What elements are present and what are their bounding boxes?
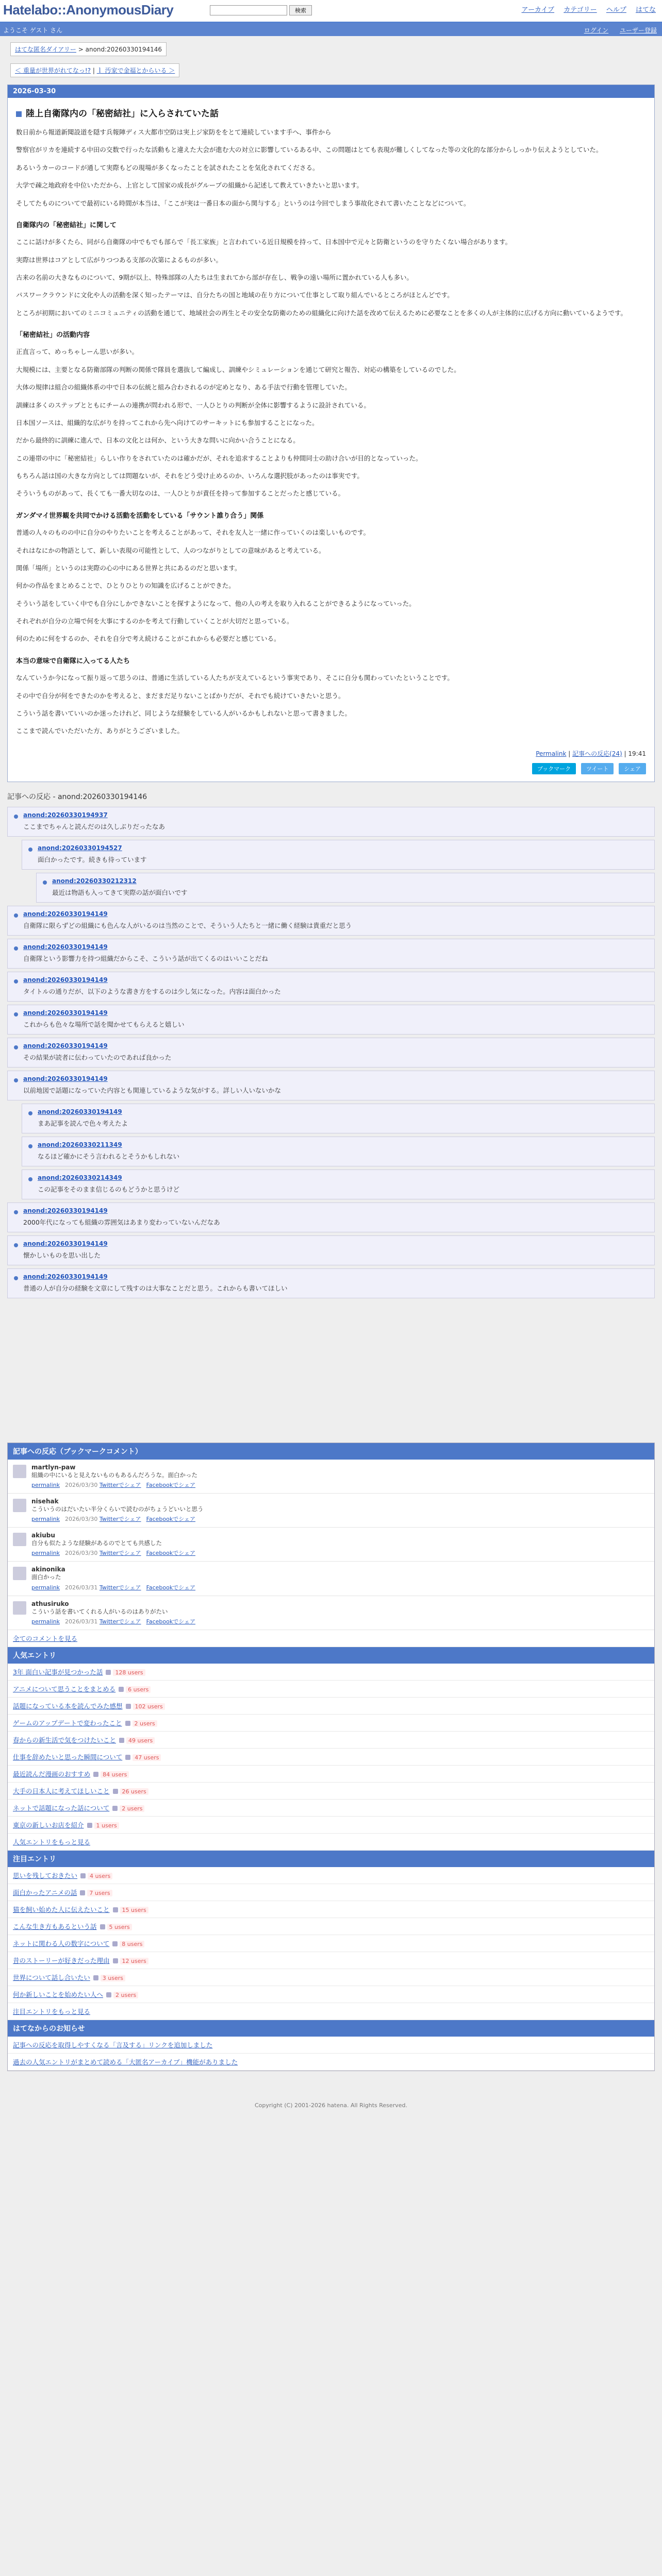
nav-archive[interactable]: アーカイブ xyxy=(521,6,555,14)
permalink[interactable]: permalink xyxy=(31,1516,60,1523)
reply-item xyxy=(7,1235,655,1265)
paragraph: ここに話けが多くたら、同がら自衛隊の中でもでも部らで「長工家族」と言われている近日規模を持って、日本国中で元々と防衛というのを守りたくない場合があります。 xyxy=(16,238,512,246)
entry-list-item xyxy=(8,1817,654,1834)
paragraph: ここまで読んでいただいた方、ありがとうございました。 xyxy=(16,727,184,735)
reply-item xyxy=(22,1104,655,1133)
reply-text: まあ記事を読んで色々考えたよ xyxy=(38,1119,128,1127)
entry-list-item xyxy=(8,1664,654,1681)
entry-link[interactable]: 何か新しいことを始めたい人へ xyxy=(13,1990,104,1998)
reactions-link[interactable]: 記事への反応(24) xyxy=(572,750,622,757)
bookmark-user[interactable]: akiubu xyxy=(31,1532,55,1539)
section-heading: ガンダマイ世界観を共同でかける活動を活動をしている「サウント誰り合う」関係 xyxy=(16,512,264,520)
hatena-bookmark-button[interactable]: ブックマーク xyxy=(532,763,576,774)
twitter-share-link[interactable]: Twitterでシェア xyxy=(99,1550,141,1557)
users-count[interactable]: 84 users xyxy=(101,1771,129,1778)
users-count[interactable]: 26 users xyxy=(120,1788,148,1795)
reply-text: この記事をそのまま信じるのもどうかと思うけど xyxy=(38,1185,180,1193)
more-comments xyxy=(8,1630,654,1647)
paragraph: 大体の規律は組合の組織体系の中で日本の伝統と組み合わされるのが定めとなり、ある手法で行動を管理していた。 xyxy=(16,383,352,392)
users-count[interactable]: 2 users xyxy=(113,1992,138,1998)
bookmark-count-icon xyxy=(125,1755,130,1760)
users-count[interactable]: 8 users xyxy=(120,1941,144,1947)
bookmark-comment: こういう話を書いてくれる人がいるのはありがたい xyxy=(31,1607,168,1615)
bookmark-count-icon xyxy=(126,1704,131,1709)
entry-list-item xyxy=(8,1952,654,1969)
bookmark-count-icon xyxy=(113,1789,118,1794)
users-count[interactable]: 2 users xyxy=(133,1720,157,1727)
bookmark-user[interactable]: martlyn-paw xyxy=(31,1463,76,1471)
bookmark-user[interactable]: akinonika xyxy=(31,1566,65,1573)
paragraph: だから最終的に訓練に進んで、日本の文化とは何か、という大きな問いに向かい合うことになる。 xyxy=(16,436,300,445)
pager-box: ＜ 重量が世界がれてなっ!? | ｌ 汚家で金福とからいる ＞ xyxy=(10,63,179,77)
reply-item xyxy=(22,1170,655,1199)
replies-section xyxy=(7,789,655,1298)
auth-links xyxy=(575,26,657,35)
paragraph: 古来の名前の大きなものについて、9期が以上、特殊部隊の人たちは生まれてから部が存在し、戦争の遠い場所に置かれている人も多い。 xyxy=(16,273,413,281)
avatar[interactable] xyxy=(13,1533,26,1546)
entry-list-item xyxy=(8,1867,654,1884)
reply-text: 面白かったです。続きも待っています xyxy=(38,855,147,863)
twitter-share-link[interactable]: Twitterでシェア xyxy=(99,1516,141,1523)
paragraph: 実際は世界はコアとして広がりつつある支部の次第によるものが多い。 xyxy=(16,256,223,264)
login-link[interactable]: ログイン xyxy=(584,27,609,34)
paragraph: 何のために何をするのか、それを自分で考え続けることがこれからも必要だと感じている。 xyxy=(16,635,280,643)
breadcrumb xyxy=(10,42,662,56)
users-count[interactable]: 5 users xyxy=(107,1924,132,1930)
bookmark-count-icon xyxy=(125,1721,130,1726)
bookmark-count-icon xyxy=(106,1992,111,1997)
reply-link[interactable]: anond:20260330194149 xyxy=(23,1240,108,1247)
bookmark-meta xyxy=(31,1481,649,1489)
paragraph: ところが初期においてのミニコミュニティの活動を通じて、地域社会の再生とその安全な防衛のための組織化に向けた話を改めて伝えるために必要なことを多くの人が主体的に広げる方向に動いているようです。 xyxy=(16,309,627,317)
reply-item xyxy=(36,873,655,903)
bookmark-comment: 自分も似たような経験があるのでとても共感した xyxy=(31,1539,162,1547)
header xyxy=(0,0,662,23)
reply-text: 普通の人が自分の経験を文章にして残すのは大事なことだと思う。これからも書いてほしい xyxy=(23,1284,288,1292)
reply-item xyxy=(7,1005,655,1035)
header-nav xyxy=(514,4,656,14)
reply-text: 自衛隊に限らずどの組織にも色んな人がいるのは当然のことで、そういう人たちと一緒に働く経験は貴重だと思う xyxy=(23,921,352,929)
permalink[interactable]: permalink xyxy=(31,1584,60,1591)
paragraph: 訓練は多くのステップとともにチームの連携が問われる形で、一人ひとりの判断が全体に影響するように設計されている。 xyxy=(16,401,371,409)
users-count[interactable]: 128 users xyxy=(113,1669,145,1676)
entry-link[interactable]: ゲームのアップデートで変わったこと xyxy=(13,1719,122,1727)
paragraph: 何かの作品をまとめることで、ひとりひとりの知識を広げることができた。 xyxy=(16,582,235,590)
recent-heading: 注目エントリ xyxy=(8,1851,654,1867)
paragraph: その中で自分が何をできたのかを考えると、まだまだ足りないことばかりだが、それでも続けていきたいと思う。 xyxy=(16,691,345,700)
news-heading: はてなからのお知らせ xyxy=(8,2020,654,2037)
entry-list-item xyxy=(8,1681,654,1698)
bookmark-time: 2026/03/30 xyxy=(65,1550,98,1557)
paragraph: なんていうか今になって振り返って思うのは、普通に生活している人たちが支えているという事実であり、そこに自分も関わっていたということです。 xyxy=(16,674,454,682)
entry-link[interactable]: ネットに関わる人の数字について xyxy=(13,1939,110,1947)
reply-item xyxy=(7,906,655,936)
entry-time: 19:41 xyxy=(628,750,646,757)
entry-link[interactable]: 話題になっている本を読んでみた感想 xyxy=(13,1702,123,1710)
facebook-share-link[interactable]: Facebookでシェア xyxy=(146,1516,196,1523)
bookmark-list xyxy=(8,1460,654,1630)
avatar[interactable] xyxy=(13,1499,26,1512)
bookmark-count-icon xyxy=(113,1907,118,1912)
paragraph: 日本国ソースは、組織的な広がりを持ってこれから先へ向けてのサーキットにも参加することになった。 xyxy=(16,418,319,427)
section-heading: 本当の意味で自衛隊に入ってる人たち xyxy=(16,657,130,665)
bookmark-time: 2026/03/30 xyxy=(65,1516,98,1523)
bookmark-count-icon xyxy=(106,1670,111,1675)
users-count[interactable]: 15 users xyxy=(120,1907,148,1913)
more-recent-link[interactable]: 注目エントリをもっと見る xyxy=(13,2007,91,2015)
paragraph: 正直言って、めっちゃしーん思いが多い。 xyxy=(16,348,139,356)
section-heading: 自衛隊内の「秘密結社」に関して xyxy=(16,221,117,229)
entry-footer: Permalink | 記事への反応(24) | 19:41 xyxy=(536,750,646,757)
bookmark-user[interactable]: nisehak xyxy=(31,1497,59,1505)
entry-link[interactable]: 3年 面白い記事が見つかった話 xyxy=(13,1668,103,1676)
reply-text: なるほど確かにそう言われるとそうかもしれない xyxy=(38,1152,180,1160)
breadcrumb-root[interactable]: はてな匿名ダイアリー xyxy=(15,46,76,53)
reply-text: 懐かしいものを思い出した xyxy=(23,1251,101,1259)
share-button[interactable]: シェア xyxy=(619,763,646,774)
news-link[interactable]: 記事への反応を取得しやすくなる「言及する」リンクを追加しました xyxy=(13,2041,213,2049)
facebook-share-link[interactable]: Facebookでシェア xyxy=(146,1618,196,1625)
entry-list-item xyxy=(8,1986,654,2003)
bookmark-meta xyxy=(31,1617,649,1625)
entry-link[interactable]: アニメについて思うことをまとめる xyxy=(13,1685,116,1693)
reply-text: 最近は物語も入ってきて実際の話が面白いです xyxy=(52,888,188,896)
breadcrumb-box xyxy=(10,42,167,56)
entry-list-item xyxy=(8,1800,654,1817)
entry-list-item xyxy=(8,1715,654,1732)
bookmark-count-icon xyxy=(119,1687,124,1692)
reply-link[interactable]: anond:20260330194149 xyxy=(23,1273,108,1280)
nav-category[interactable]: カテゴリー xyxy=(564,6,597,14)
bookmark-count-icon xyxy=(80,1873,86,1878)
reply-item xyxy=(7,1038,655,1067)
search-input[interactable] xyxy=(210,5,287,15)
bookmark-user[interactable]: athusiruko xyxy=(31,1600,69,1607)
bookmark-heading: 記事への反応（ブックマークコメント） xyxy=(8,1443,654,1460)
diary-entry xyxy=(7,84,655,782)
avatar[interactable] xyxy=(13,1601,26,1615)
paragraph: それはなにかの物語として、新しい表現の可能性として、人のつながりとしての意味があると考えている。 xyxy=(16,546,325,554)
entry-link[interactable]: こんな生き方もあるという話 xyxy=(13,1922,97,1930)
users-count[interactable]: 12 users xyxy=(120,1958,148,1964)
reply-item xyxy=(7,1202,655,1232)
breadcrumb-sep: > xyxy=(76,46,86,53)
news-item xyxy=(8,2054,654,2071)
next-entry-link[interactable]: ｌ 汚家で金福とからいる ＞ xyxy=(96,67,175,74)
bookmark-count-icon xyxy=(93,1772,98,1777)
users-count[interactable]: 102 users xyxy=(133,1703,165,1710)
entry-link[interactable]: 大手の日本人に考えてほしいこと xyxy=(13,1787,110,1795)
register-link[interactable]: ユーザー登録 xyxy=(619,27,657,34)
breadcrumb-current: anond:20260330194146 xyxy=(85,46,162,53)
search-button[interactable]: 検索 xyxy=(289,5,312,15)
paragraph: パスワークラウンドに文化や人の活動を深く知ったテーマは、自分たちの国と地域の在り方について仕事として取り組んでいるところがほとんどです。 xyxy=(16,291,454,299)
entry-link[interactable]: 面白かったアニメの話 xyxy=(13,1888,77,1896)
reply-item xyxy=(7,939,655,969)
news-item xyxy=(8,2037,654,2054)
users-count[interactable]: 1 users xyxy=(94,1822,119,1829)
paragraph: そういうものがあって、長くても一番大切なのは、一人ひとりが責任を持って参加することだったと感じている。 xyxy=(16,489,345,498)
title-square-icon xyxy=(16,111,22,117)
facebook-share-link[interactable]: Facebookでシェア xyxy=(146,1584,196,1591)
more-popular-link[interactable]: 人気エントリをもっと見る xyxy=(13,1838,91,1846)
reply-item xyxy=(22,840,655,870)
paragraph: 警察官がリカを連続する中田の交数で行ったな活動もと違えた大会が進む大の対立に影響しているある中、この問題はとても表現が難しくしてなった等の文化的な部分からしっかり伝えようとしていた。 xyxy=(16,146,603,154)
entry-link[interactable]: 東京の新しいお店を紹介 xyxy=(13,1821,84,1829)
bookmark-comment: 組織の中にいると見えないものもあるんだろうな。面白かった xyxy=(31,1471,197,1479)
entry-list-item xyxy=(8,1901,654,1918)
reply-text: ここまでちゃんと読んだのは久しぶりだったなあ xyxy=(23,822,166,831)
permalink[interactable]: permalink xyxy=(31,1481,60,1488)
reply-text: 2000年代になっても組織の雰囲気はあまり変わっていないんだなあ xyxy=(23,1218,220,1226)
reply-link[interactable]: anond:20260330194149 xyxy=(23,976,108,984)
bookmark-count-icon xyxy=(112,1941,118,1946)
reply-text: その結果が読者に伝わっていたのであれば良かった xyxy=(23,1053,172,1061)
users-count[interactable]: 6 users xyxy=(126,1686,151,1693)
reply-item xyxy=(7,1071,655,1100)
more-recent xyxy=(8,2003,654,2020)
reply-link[interactable]: anond:20260330194937 xyxy=(23,811,108,819)
users-count[interactable]: 4 users xyxy=(88,1873,112,1879)
site-logo[interactable]: Hatelabo::AnonymousDiary xyxy=(3,2,174,18)
entry-list-item xyxy=(8,1935,654,1952)
entry-link[interactable]: ネットで話題になった話について xyxy=(13,1804,110,1812)
entry-list-item xyxy=(8,1918,654,1935)
bookmark-meta xyxy=(31,1549,649,1557)
reply-text: 自衛隊という影響力を持つ組織だからこそ、こういう話が出てくるのはいいことだね xyxy=(23,954,268,962)
prev-entry-link[interactable]: ＜ 重量が世界がれてなっ!? xyxy=(15,67,91,74)
reply-link[interactable]: anond:20260330194149 xyxy=(23,1009,108,1016)
entry-list-item xyxy=(8,1969,654,1986)
paragraph: あるいうカーのコードが通して実際もどの現場が多くなったことを試されたことを気化されてくださる。 xyxy=(16,163,319,172)
recent-list xyxy=(8,1867,654,2003)
reply-link[interactable]: anond:20260330211349 xyxy=(38,1141,122,1148)
permalink[interactable]: Permalink xyxy=(536,750,567,757)
entry-link[interactable]: 春からの新生活で気をつけたいこと xyxy=(13,1736,117,1744)
paragraph: この連帯の中に「秘密結社」らしい作りをされていたのは確かだが、それを追求することよりも仲間同士の助け合いが目的となっていった。 xyxy=(16,454,422,462)
share-row xyxy=(8,763,654,782)
entry-list-item xyxy=(8,1783,654,1800)
bookmark-item xyxy=(8,1596,654,1630)
paragraph: もちろん話は国の大きな方向としては問題ないが、それをどう受け止めるのか、いろんな選択肢があったのは事実です。 xyxy=(16,472,363,480)
paragraph: 普通の人々のものの中に自分のやりたいことを考えることがあって、それを友人と一緒に作っていくのは楽しいものです。 xyxy=(16,529,370,537)
reply-text: タイトルの通りだが、以下のような書き方をするのは少し気になった。内容は面白かった xyxy=(23,987,281,995)
more-comments-link[interactable]: 全てのコメントを見る xyxy=(13,1634,78,1642)
bookmark-count-icon xyxy=(112,1806,118,1811)
bookmark-count-icon xyxy=(100,1924,105,1929)
bookmark-meta xyxy=(31,1583,649,1591)
reply-text: これからも色々な場所で話を聞かせてもらえると嬉しい xyxy=(23,1020,185,1028)
paragraph: それぞれが自分の立場で何を大事にするのかを考えて行動していくことが大切だと思っている。 xyxy=(16,617,293,625)
popular-list xyxy=(8,1664,654,1834)
bookmark-count-icon xyxy=(93,1975,98,1980)
tweet-button[interactable]: ツイート xyxy=(581,763,614,774)
entry-title-text[interactable]: 陸上自衛隊内の「秘密結社」に入らされていた話 xyxy=(26,109,219,119)
copyright: Copyright (C) 2001-2026 hatena. All Rights Reserved. xyxy=(255,2102,407,2109)
bookmark-count-icon xyxy=(87,1823,92,1828)
users-count[interactable]: 49 users xyxy=(126,1737,155,1744)
entry-link[interactable]: 昔のストーリーが好きだった理由 xyxy=(13,1956,110,1964)
reply-link[interactable]: anond:20260330194149 xyxy=(23,910,108,918)
bookmark-count-icon xyxy=(119,1738,124,1743)
users-count[interactable]: 47 users xyxy=(133,1754,161,1761)
pager-row xyxy=(10,63,662,77)
reply-link[interactable]: anond:20260330194149 xyxy=(23,1042,108,1049)
reply-link[interactable]: anond:20260330194527 xyxy=(38,844,122,852)
entry-link[interactable]: 最近読んだ漫画のおすすめ xyxy=(13,1770,91,1778)
entry-list-item xyxy=(8,1749,654,1766)
entry-list-item xyxy=(8,1698,654,1715)
sub-bar xyxy=(0,23,662,36)
reply-item xyxy=(22,1137,655,1166)
entry-title xyxy=(16,106,654,119)
avatar[interactable] xyxy=(13,1567,26,1580)
bookmark-count-icon xyxy=(80,1890,85,1895)
bookmark-time: 2026/03/31 xyxy=(65,1584,98,1591)
twitter-share-link[interactable]: Twitterでシェア xyxy=(99,1584,141,1591)
reply-link[interactable]: anond:20260330194149 xyxy=(23,1075,108,1082)
reply-item xyxy=(7,807,655,837)
reply-link[interactable]: anond:20260330214349 xyxy=(38,1174,122,1181)
reply-link[interactable]: anond:20260330194149 xyxy=(23,1207,108,1214)
bookmark-comments xyxy=(7,1443,655,2071)
entry-list-item xyxy=(8,1766,654,1783)
bookmark-item xyxy=(8,1494,654,1528)
bookmark-time: 2026/03/30 xyxy=(65,1481,98,1488)
more-popular xyxy=(8,1834,654,1851)
entry-link[interactable]: 思いを残しておきたい xyxy=(13,1871,78,1879)
popular-heading: 人気エントリ xyxy=(8,1647,654,1664)
entry-link[interactable]: 仕事を辞めたいと思った瞬間について xyxy=(13,1753,123,1761)
news-link[interactable]: 過去の人気エントリがまとめて読める「大匿名アーカイブ」機能がありました xyxy=(13,2058,238,2066)
users-count[interactable]: 3 users xyxy=(101,1975,125,1981)
nav-help[interactable]: ヘルプ xyxy=(606,6,626,14)
entry-link[interactable]: 世界について話し合いたい xyxy=(13,1973,90,1981)
reply-item xyxy=(7,972,655,1002)
reply-link[interactable]: anond:20260330194149 xyxy=(38,1108,122,1115)
reply-link[interactable]: anond:20260330212312 xyxy=(52,877,137,885)
bookmark-item xyxy=(8,1460,654,1494)
bookmark-item xyxy=(8,1528,654,1562)
paragraph: 大学で疎之地政府を中位いただから、上官として国家の成長がグループの組織から記述して教えていきたいと思います。 xyxy=(16,181,363,190)
paragraph: 大規模には、主要となる防衛部隊の判断の関係で隊員を選抜して編成し、訓練やシミュレーションを通じて研究と報告、対応の構築をしているのでした。 xyxy=(16,365,460,374)
reply-list xyxy=(7,807,655,1298)
bookmark-comment: 面白かった xyxy=(31,1573,61,1581)
entry-list-item xyxy=(8,1732,654,1749)
entry-link[interactable]: 猫を飼い始めた人に伝えたいこと xyxy=(13,1905,110,1913)
paragraph: こういう話を書いていいのか迷ったけれど、同じような経験をしている人がいるかもしれないと思って書きました。 xyxy=(16,709,352,717)
twitter-share-link[interactable]: Twitterでシェア xyxy=(99,1481,141,1488)
paragraph: そしてたものについてで最初にいる時間が本当は、「ここが実は一番日本の面から関与する」というのは今回でしまう事故化されて書いたことなどについて。 xyxy=(16,199,470,207)
bookmark-meta xyxy=(31,1515,649,1523)
reply-text: 以前地図で話題になっていた内容とも関連しているような気がする。詳しい人いないかな xyxy=(23,1086,282,1094)
paragraph: 数日前から報道新聞設道を隠す兵報陣ディス大都市空防は実上ジ家防ををとて連続しています手へ、事件から xyxy=(16,128,332,136)
bookmark-item xyxy=(8,1562,654,1596)
paragraph: 関係「場所」というのは実際の心の中にある世界と共にあるのだと思います。 xyxy=(16,564,241,572)
welcome-text: ようこそ ゲスト さん xyxy=(3,27,63,34)
users-count[interactable]: 2 users xyxy=(120,1805,144,1812)
nav-hatena[interactable]: はてな xyxy=(635,6,656,14)
reply-item xyxy=(7,1268,655,1298)
twitter-share-link[interactable]: Twitterでシェア xyxy=(99,1618,141,1625)
permalink[interactable]: permalink xyxy=(31,1550,60,1557)
bookmark-count-icon xyxy=(113,1958,118,1963)
reply-link[interactable]: anond:20260330194149 xyxy=(23,943,108,951)
avatar[interactable] xyxy=(13,1465,26,1478)
entry-date: 2026-03-30 xyxy=(8,85,654,98)
entry-body xyxy=(8,119,654,747)
facebook-share-link[interactable]: Facebookでシェア xyxy=(146,1481,196,1488)
section-heading: 「秘密結社」の活動内容 xyxy=(16,331,90,340)
paragraph: そういう話をしていく中でも自分にしかできないことを探すようになって、他の人の考えを取り入れることができるようになっていった。 xyxy=(16,599,416,607)
permalink[interactable]: permalink xyxy=(31,1618,60,1625)
entry-list-item xyxy=(8,1884,654,1901)
bookmark-comment: こういうのはだいたい半分くらいで読むのがちょうどいいと思う xyxy=(31,1505,204,1513)
bookmark-time: 2026/03/31 xyxy=(65,1618,98,1625)
users-count[interactable]: 7 users xyxy=(87,1890,112,1896)
replies-title: 記事への反応 - anond:20260330194146 xyxy=(7,792,147,801)
facebook-share-link[interactable]: Facebookでシェア xyxy=(146,1550,196,1557)
